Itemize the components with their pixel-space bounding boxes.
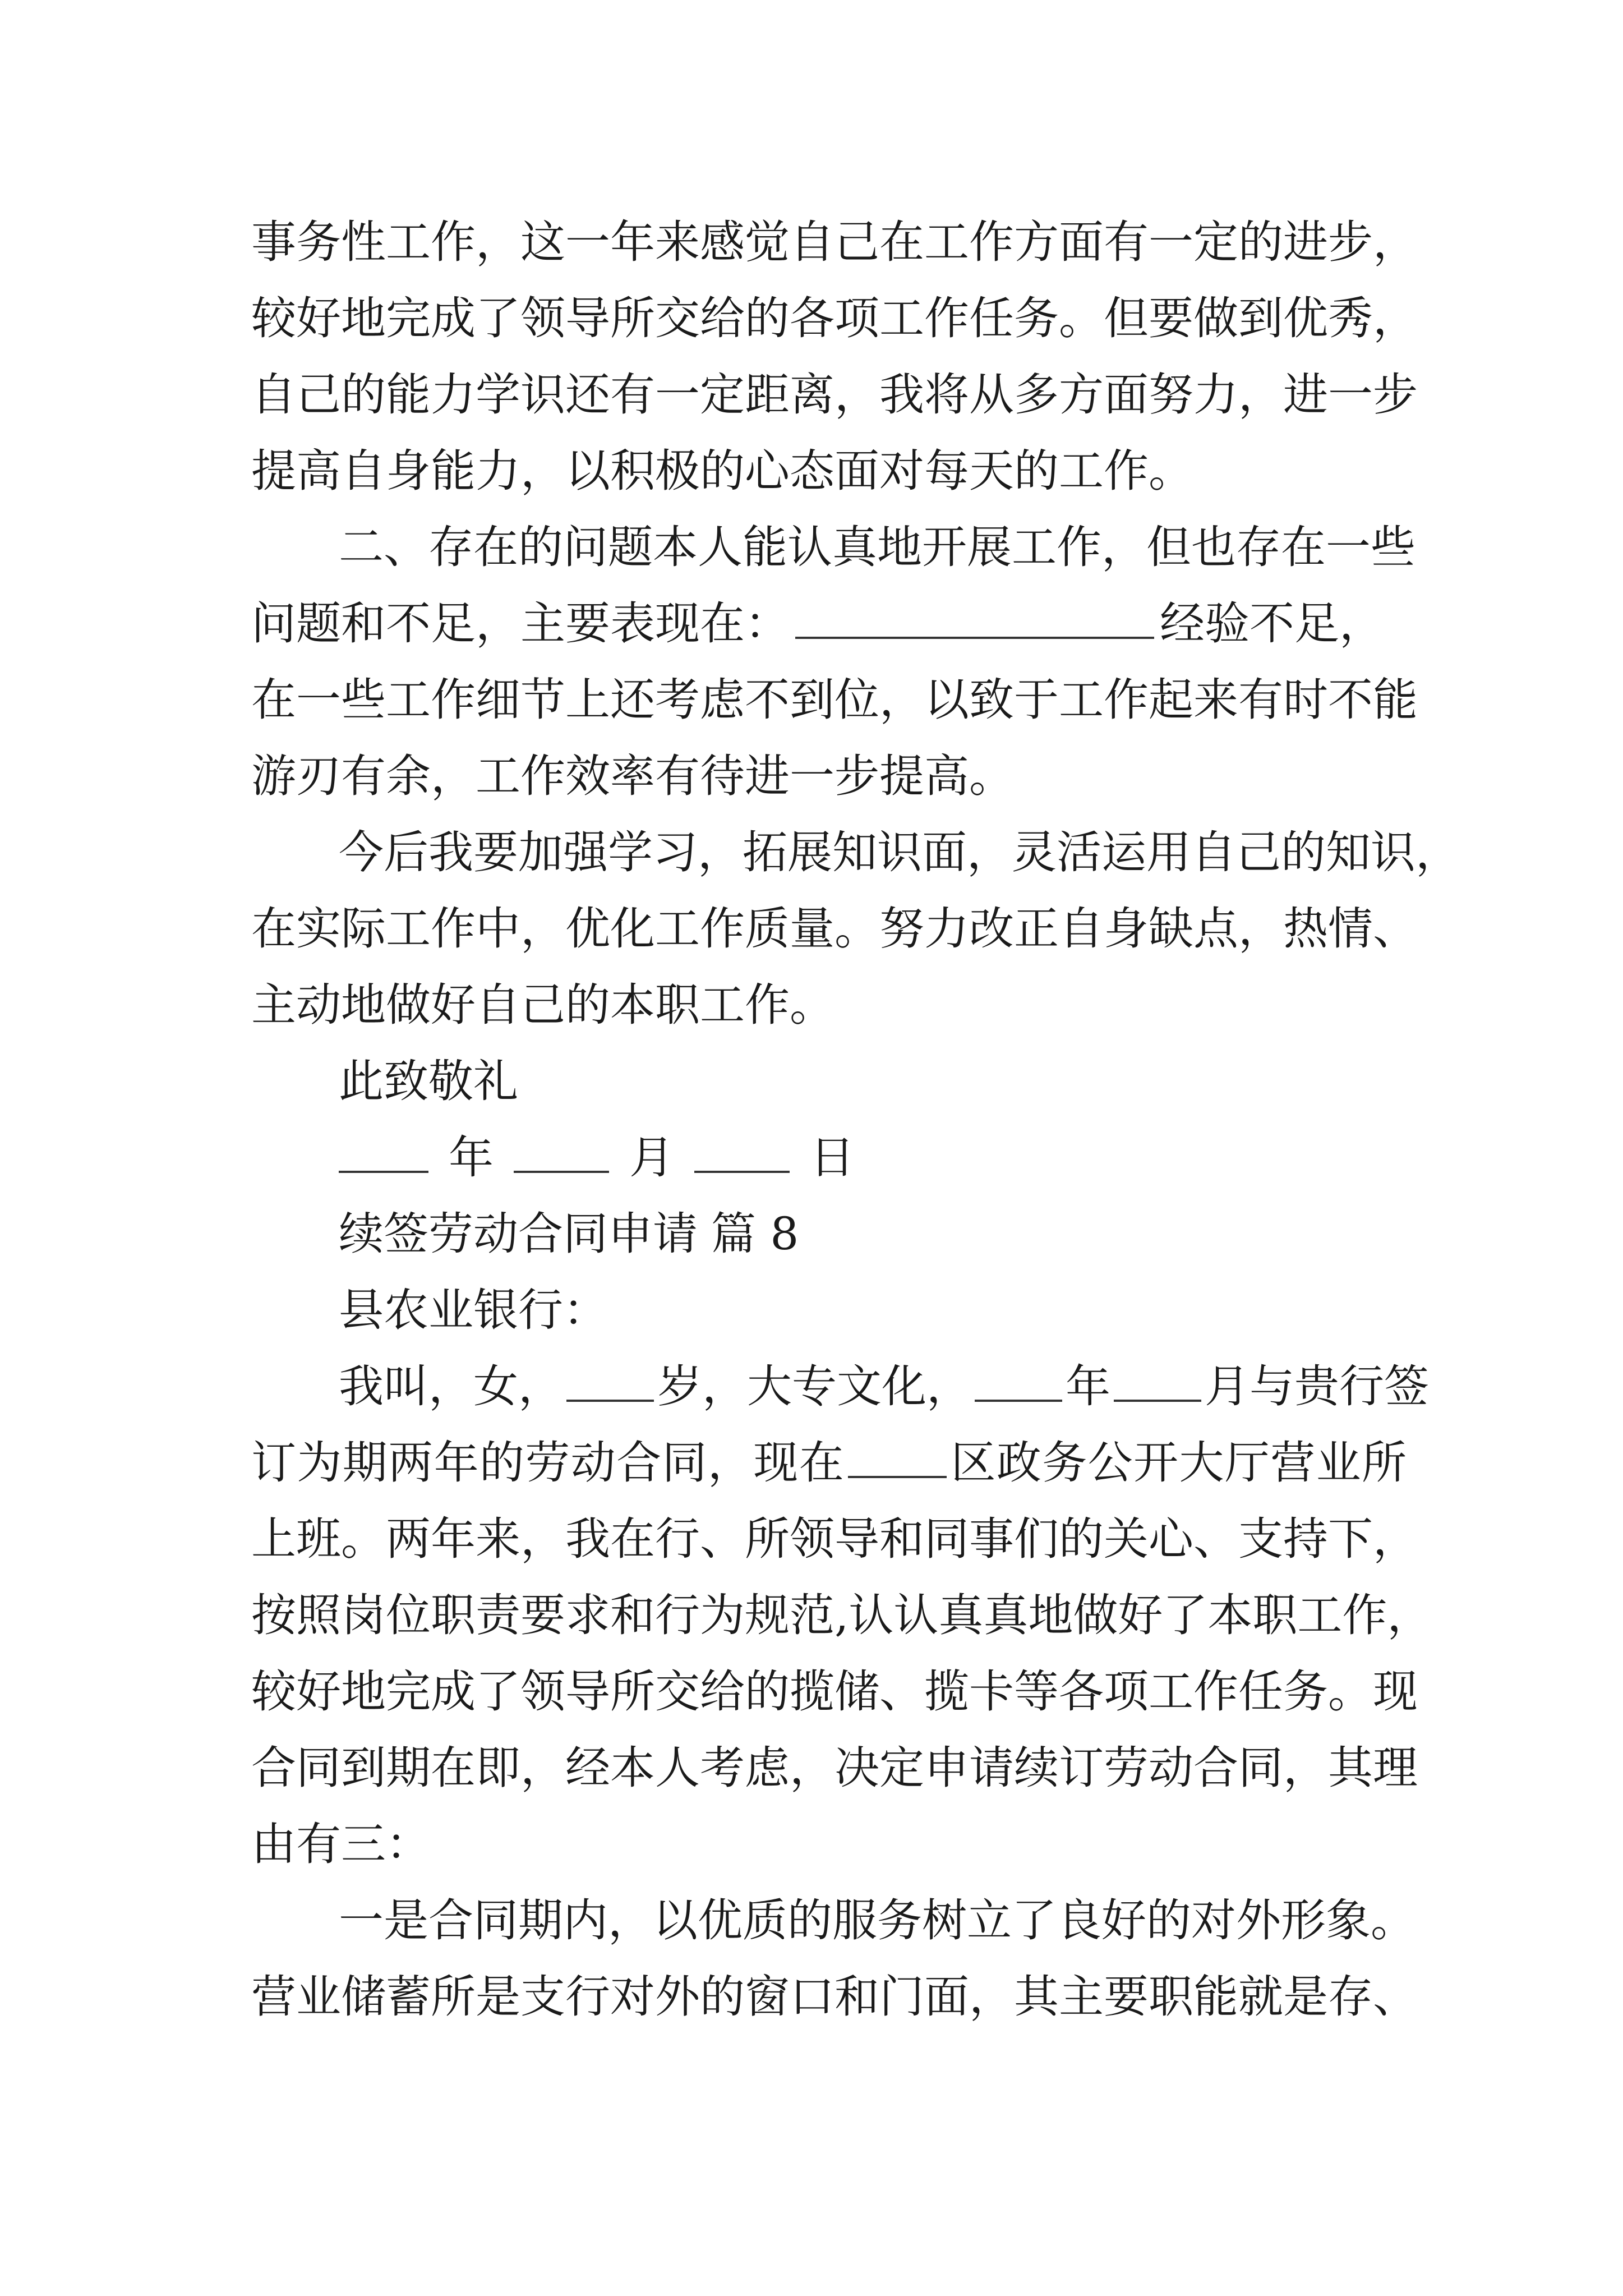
problems-text-after: 经验不足，	[1160, 597, 1384, 650]
text-line: 自己的能力学识还有一定距离，我将从多方面努力，进一步	[251, 369, 1418, 421]
section-number: 篇 8	[711, 1208, 799, 1260]
age-blank	[566, 1359, 654, 1402]
section-heading	[339, 1200, 1407, 1268]
text-line: 合同到期在即，经本人考虑，决定申请续订劳动合同，其理	[251, 1742, 1418, 1794]
day-blank	[694, 1130, 790, 1173]
fill-blank	[795, 596, 1154, 639]
month-blank	[514, 1130, 609, 1173]
text-line: 事务性工作，这一年来感觉自己在工作方面有一定的进步，	[251, 216, 1418, 268]
text-line: 一是合同期内，以优质的服务树立了良好的对外形象。	[339, 1894, 1415, 1947]
problems-line	[251, 590, 1407, 657]
year-blank	[975, 1359, 1062, 1402]
month-label: 月	[629, 1131, 674, 1184]
contract-text-after: 区政务公开大厅营业所	[950, 1437, 1407, 1489]
intro-line	[339, 1353, 1429, 1420]
contract-text: 订为期两年的劳动合同，现在	[251, 1437, 845, 1489]
problems-text: 问题和不足，主要表现在：	[251, 597, 790, 650]
contract-line	[251, 1429, 1407, 1497]
day-label: 日	[810, 1131, 855, 1184]
year-label: 年	[449, 1131, 494, 1184]
text-line: 按照岗位职责要求和行为规范,认认真真地做好了本职工作，	[251, 1589, 1432, 1641]
intro-text: 我叫，女，	[339, 1360, 563, 1412]
addressee: 县农业银行：	[339, 1284, 608, 1336]
month-blank	[1114, 1359, 1201, 1402]
text-line: 上班。两年来，我在行、所领导和同事们的关心、支持下，	[251, 1513, 1418, 1565]
intro-text: 岁，大专文化，	[657, 1360, 971, 1412]
text-line: 主动地做好自己的本职工作。	[251, 979, 834, 1031]
date-line	[339, 1124, 1407, 1191]
text-line: 在实际工作中，优化工作质量。努力改正自身缺点，热情、	[251, 903, 1418, 955]
text-line: 二、存在的问题本人能认真地开展工作，但也存在一些	[339, 521, 1415, 573]
text-line: 提高自身能力，以积极的心态面对每天的工作。	[251, 445, 1193, 497]
text-line: 较好地完成了领导所交给的各项工作任务。但要做到优秀，	[251, 292, 1418, 344]
district-blank	[848, 1435, 947, 1478]
text-line: 由有三：	[251, 1818, 431, 1870]
text-line: 营业储蓄所是支行对外的窗口和门面，其主要职能就是存、	[251, 1971, 1418, 2023]
section-title: 续签劳动合同申请	[339, 1208, 698, 1260]
text-line: 较好地完成了领导所交给的揽储、揽卡等各项工作任务。现	[251, 1665, 1418, 1718]
intro-text: 月与贵行签	[1205, 1360, 1429, 1412]
closing-salutation: 此致敬礼	[339, 1055, 518, 1107]
year-blank	[339, 1130, 428, 1173]
intro-text: 年	[1066, 1360, 1110, 1412]
text-line: 游刃有余，工作效率有待进一步提高。	[251, 750, 1014, 802]
text-line: 今后我要加强学习，拓展知识面，灵活运用自己的知识，	[339, 826, 1460, 878]
text-line: 在一些工作细节上还考虑不到位，以致于工作起来有时不能	[251, 674, 1418, 726]
